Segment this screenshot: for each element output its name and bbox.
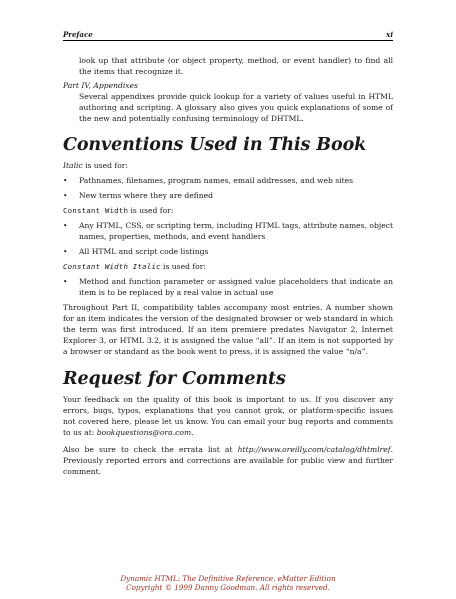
header-section-title: Preface — [63, 30, 93, 39]
page-body — [63, 55, 393, 477]
errata-text: Also be sure to check the errata list at — [63, 445, 238, 454]
bullet-glyph: • — [63, 221, 68, 230]
list-item-text: All HTML and script code listings — [79, 247, 209, 256]
list-item-text: Any HTML, CSS, or scripting term, including HTML tags, attribute names, object names, properties, methods, and event handlers — [79, 221, 393, 241]
conventions-heading: Conventions Used in This Book — [63, 135, 367, 155]
constant-width-intro — [63, 205, 393, 216]
italic-label: Italic — [63, 161, 83, 170]
constant-width-italic-used-for: is used for: — [160, 262, 206, 271]
list-item — [63, 246, 393, 257]
italic-used-for: is used for: — [82, 161, 128, 170]
constant-width-label: Constant Width — [63, 206, 129, 215]
list-item-text: Method and function parameter or assigned value placeholders that indicate an item is to be replaced by a real value in actual use — [79, 277, 393, 297]
footer-book-title: Dynamic HTML: The Definitive Reference, eMatter Edition — [120, 574, 336, 583]
constant-width-italic-label: Constant Width Italic — [63, 262, 161, 271]
constant-width-list — [63, 220, 393, 257]
bullet-glyph: • — [63, 277, 68, 286]
feedback-email: bookquestions@ora.com — [96, 428, 192, 437]
compatibility-paragraph: Throughout Part II, compatibility tables accompany most entries. A number shown for an item indicates the version of the designated browser or web standard in which the term was first introduced. If an item premiere predates Navigator 2, Internet Explorer 3, or HTML 3.2, it is assigned the value “all”. If an item is not supported by a browser or standard as the book went to press, it is assigned the value “n/a”. — [63, 303, 393, 356]
list-item-text: New terms where they are defined — [79, 191, 214, 200]
errata-paragraph — [63, 444, 393, 477]
constant-width-used-for: is used for: — [128, 206, 174, 215]
italic-intro — [63, 160, 393, 171]
part4-term: Part IV, Appendixes — [63, 81, 138, 90]
list-item — [63, 276, 393, 298]
constant-width-italic-list — [63, 276, 393, 298]
footer-copyright: Copyright © 1999 Danny Goodman. All rights reserved. — [126, 583, 330, 592]
errata-url: http://www.oreilly.com/catalog/dhtmlref — [237, 445, 391, 454]
constant-width-italic-intro — [63, 261, 393, 272]
feedback-end: . — [191, 428, 194, 437]
italic-list — [63, 175, 393, 201]
part4-description: Several appendixes provide quick lookup for a variety of values useful in HTML authoring and scripting. A glossary also gives you quick explanations of some of the new and potentially confusing terminology of DHTML. — [79, 92, 393, 123]
page-footer — [0, 574, 456, 592]
bullet-glyph: • — [63, 191, 68, 200]
bullet-glyph: • — [63, 176, 68, 185]
bullet-glyph: • — [63, 247, 68, 256]
list-item-text: Pathnames, filenames, program names, email addresses, and web sites — [79, 176, 354, 185]
header-page-number: xi — [386, 30, 393, 39]
list-item — [63, 220, 393, 242]
feedback-paragraph — [63, 394, 393, 438]
running-header — [63, 30, 393, 41]
feedback-text: Your feedback on the quality of this book is important to us. If you discover any errors, bugs, typos, explanations that you cannot grok, or platform-specific issues not covered here, please let us know. You can email your bug reports and comments to us at: — [63, 395, 393, 437]
list-item — [63, 190, 393, 201]
continued-paragraph: look up that attribute (or object property, method, or event handler) to find all the items that recognize it. — [79, 56, 393, 76]
list-item — [63, 175, 393, 186]
errata-end: . Previously reported errors and corrections are available for public view and further comment. — [63, 445, 393, 476]
request-comments-heading: Request for Comments — [63, 369, 286, 389]
